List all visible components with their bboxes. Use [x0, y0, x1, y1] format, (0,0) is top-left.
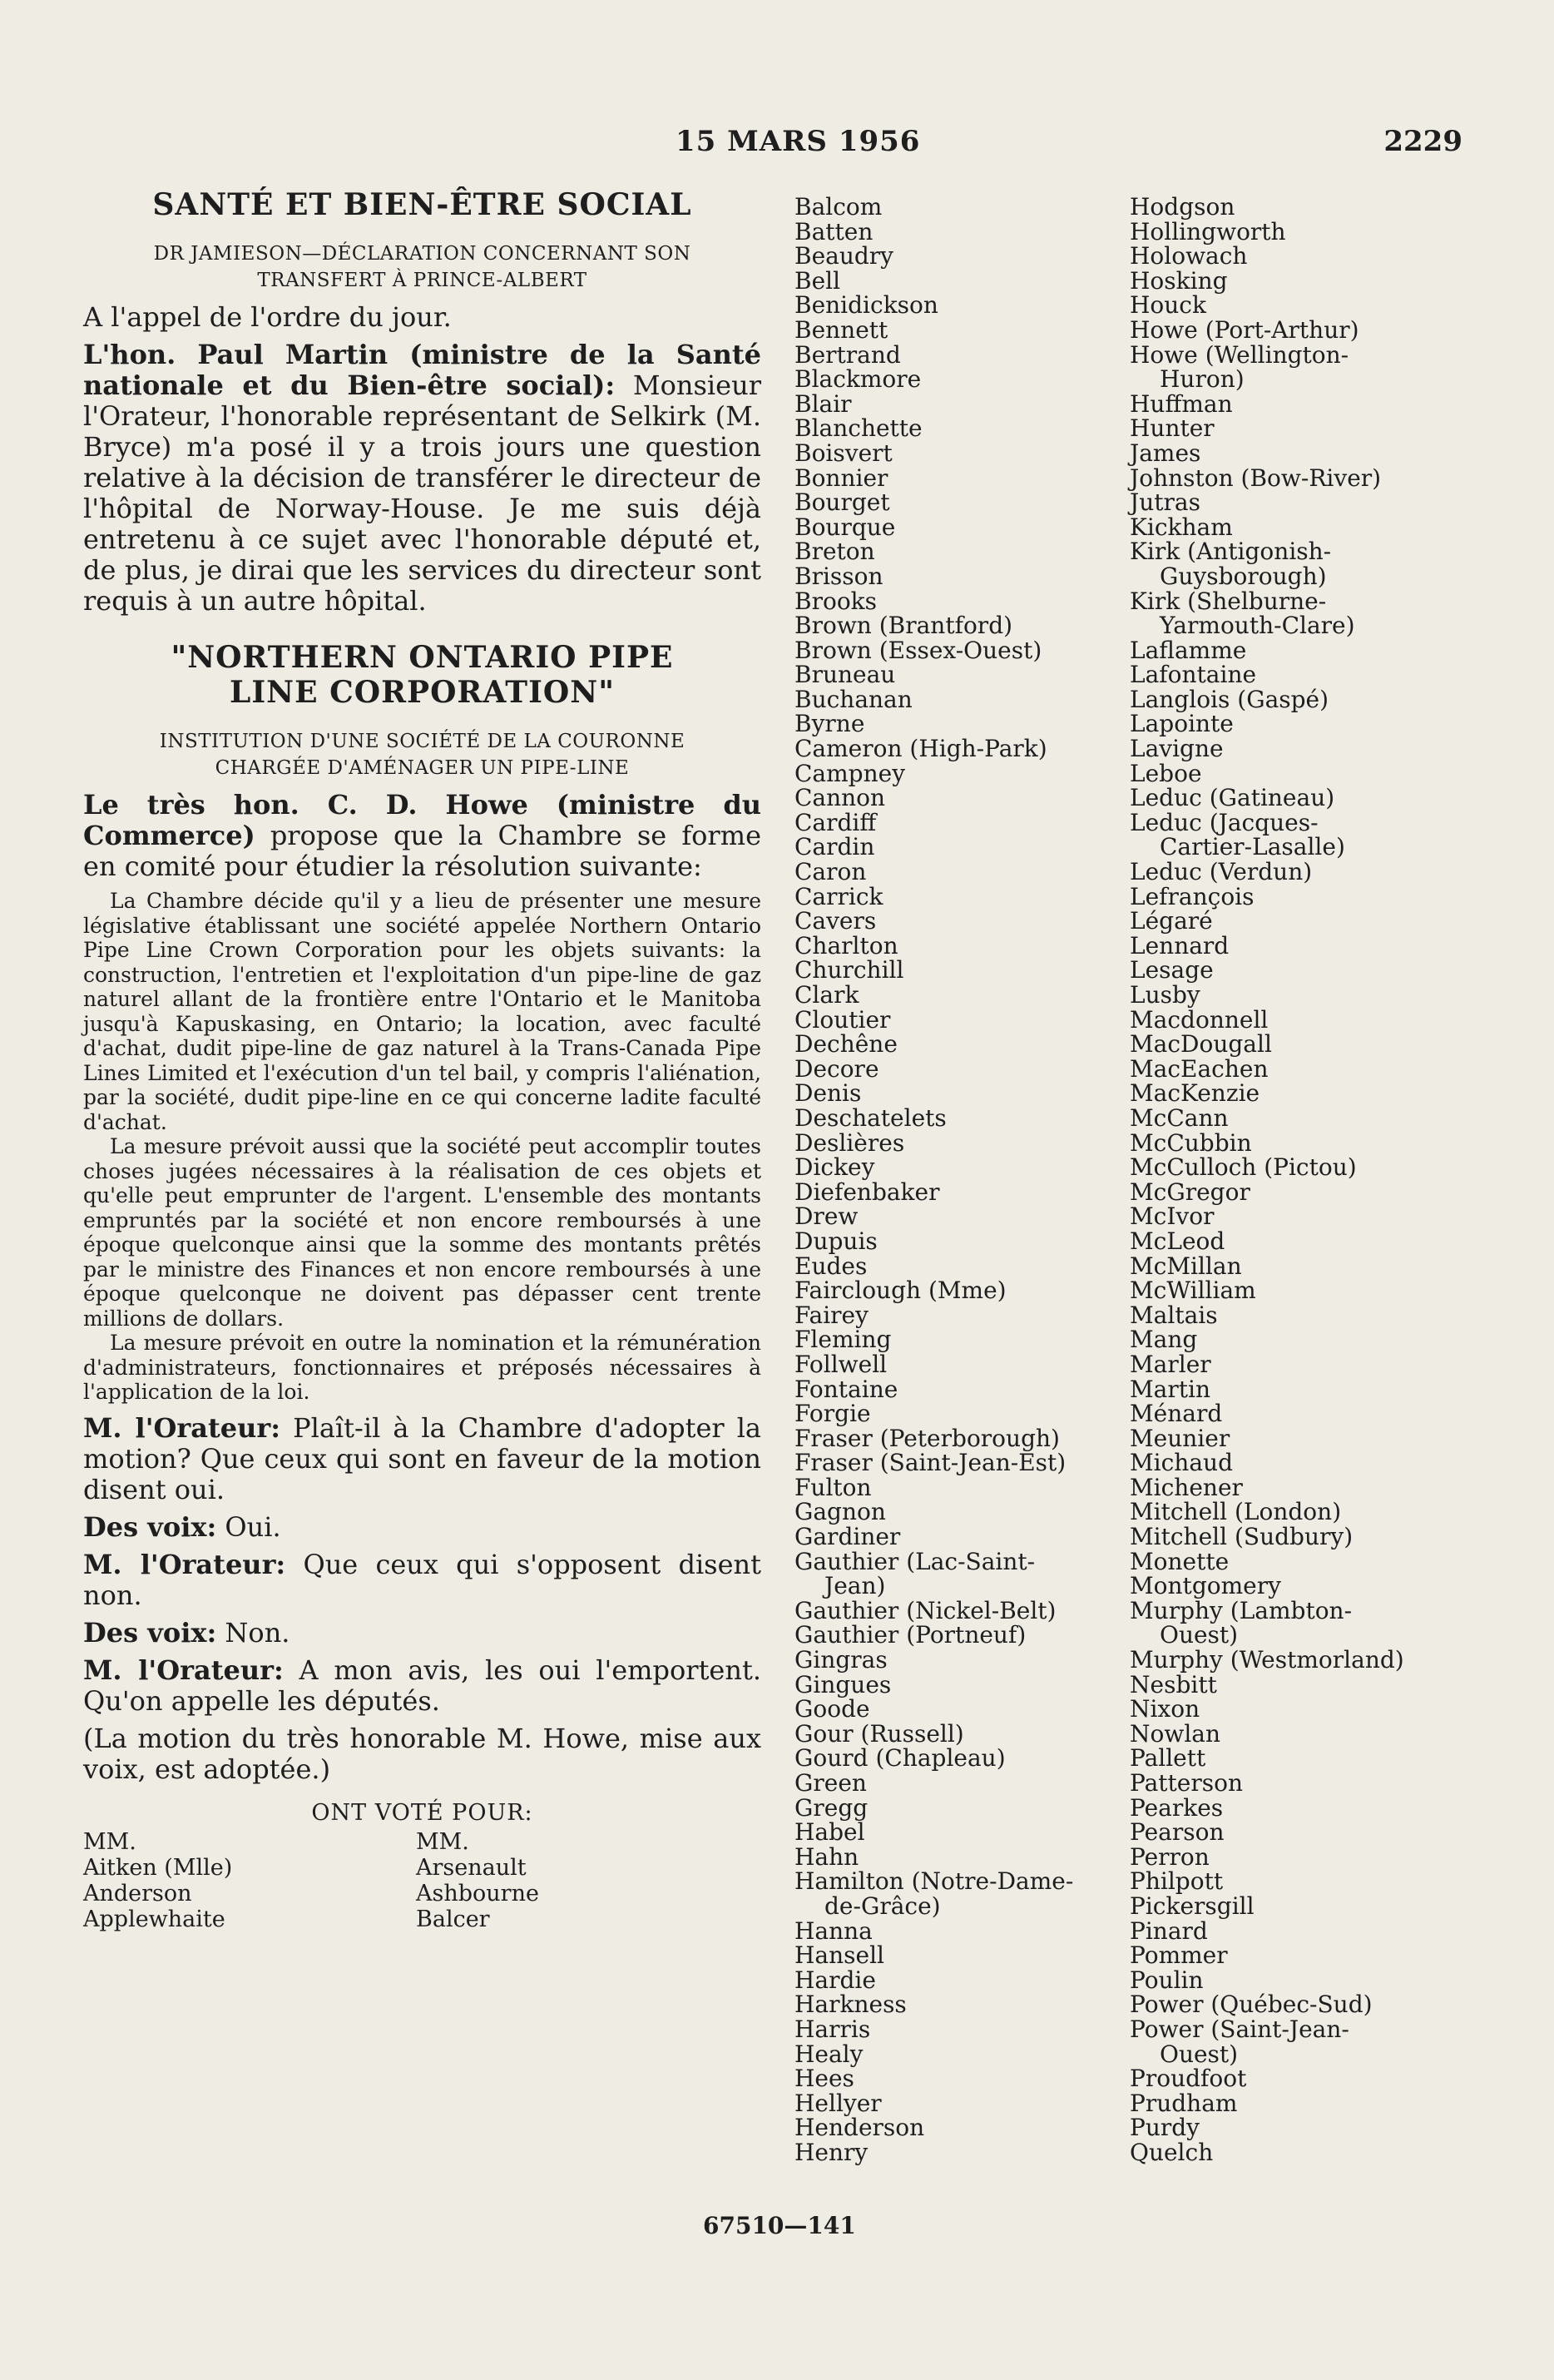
- member-name: Fulton: [794, 1473, 872, 1501]
- member-name: Bourque: [794, 513, 896, 541]
- member-name: Nixon: [1130, 1695, 1200, 1723]
- member-name: Henderson: [794, 2114, 925, 2142]
- member-name: Cardin: [794, 833, 875, 861]
- member-name: Byrne: [794, 710, 865, 738]
- member-name: Follwell: [794, 1350, 888, 1378]
- member-name: MM.: [416, 1828, 469, 1855]
- member-name: Huffman: [1130, 389, 1233, 418]
- member-name: McCubbin: [1130, 1128, 1252, 1157]
- member-name: Gingras: [794, 1646, 888, 1674]
- member-name: Cartier-Lasalle): [1160, 833, 1345, 861]
- member-name: McGregor: [1130, 1178, 1250, 1206]
- member-name: McLeod: [1130, 1227, 1225, 1255]
- member-name: Pommer: [1130, 1941, 1228, 1970]
- member-name: Martin: [1130, 1375, 1210, 1403]
- member-name: Murphy (Westmorland): [1130, 1646, 1404, 1674]
- resolution-text: La Chambre décide qu'il y a lieu de présenter une mesure législative établissant une société appelée Northern Ontario Pipe Line Crown Corporation pour les objets suivants: la construction, l'entretien et l'exploitation d'un pipe-line de gaz naturel allant de la frontière entre l'Ontario et le Manitoba jusqu'à Kapuskasing, en Ontario; la location, avec faculté d'achat, dudit pipe-line de gaz naturel à la Trans-Canada Pipe Lines Limited et l'exécution d'un tel bail, y compris l'aliénation, par la société, dudit pipe-line en ce qui concerne ladite faculté d'achat.: [83, 889, 761, 1134]
- member-name: Nesbitt: [1130, 1670, 1217, 1698]
- member-name: Hanna: [794, 1916, 873, 1945]
- member-name: Howe (Wellington-: [1130, 340, 1349, 369]
- speaker: Des voix:: [83, 1510, 217, 1543]
- member-name: Batten: [794, 217, 874, 245]
- member-name: Fairclough (Mme): [794, 1277, 1007, 1305]
- member-name: Lesage: [1130, 956, 1214, 984]
- member-name: MacEachen: [1130, 1054, 1269, 1083]
- member-name: Deschatelets: [794, 1103, 947, 1132]
- left-column: [83, 187, 761, 1932]
- member-name: Cameron (High-Park): [794, 735, 1047, 763]
- member-name: Mitchell (London): [1130, 1498, 1342, 1526]
- subtitle-line: TRANSFERT À PRINCE-ALBERT: [257, 270, 587, 291]
- member-name: Langlois (Gaspé): [1130, 685, 1329, 713]
- member-name: Murphy (Lambton-: [1130, 1596, 1353, 1624]
- member-name: Howe (Port-Arthur): [1130, 315, 1359, 344]
- member-name: Yarmouth-Clare): [1160, 612, 1355, 640]
- member-name: McIvor: [1130, 1202, 1215, 1231]
- member-name: Patterson: [1130, 1769, 1243, 1797]
- member-name: Henry: [794, 2138, 869, 2166]
- member-name: McWilliam: [1130, 1277, 1256, 1305]
- member-name: Quelch: [1130, 2138, 1214, 2166]
- paragraph: [83, 790, 761, 882]
- paragraph: [83, 1618, 761, 1649]
- member-name: Fraser (Saint-Jean-Est): [794, 1449, 1067, 1477]
- member-name: Purdy: [1130, 2114, 1200, 2142]
- member-name: Dickey: [794, 1153, 875, 1182]
- member-name: Green: [794, 1769, 867, 1797]
- member-name: Lefrançois: [1130, 882, 1255, 910]
- member-name: Applewhaite: [83, 1906, 225, 1932]
- member-name: Perron: [1130, 1842, 1210, 1871]
- member-name: Harkness: [794, 1991, 907, 2019]
- member-name: Ménard: [1130, 1400, 1223, 1428]
- member-name: Arsenault: [416, 1854, 527, 1881]
- member-name: Benidickson: [794, 291, 938, 320]
- member-name: MacDougall: [1130, 1030, 1272, 1059]
- member-name: Hellyer: [794, 2089, 882, 2117]
- member-name: Forgie: [794, 1400, 871, 1428]
- member-name: Boisvert: [794, 439, 893, 467]
- member-name: Leboe: [1130, 759, 1202, 787]
- member-name: Hardie: [794, 1966, 876, 1994]
- member-name: Deslières: [794, 1128, 905, 1157]
- member-name: Eudes: [794, 1252, 868, 1280]
- member-name: Caron: [794, 858, 867, 886]
- member-name: Mitchell (Sudbury): [1130, 1523, 1354, 1551]
- paragraph: [83, 340, 761, 617]
- speaker: L'hon. Paul Martin (ministre de la Santé nationale et du Bien-être social):: [83, 339, 761, 401]
- member-name: Bourget: [794, 488, 890, 517]
- member-name: Jean): [824, 1572, 886, 1600]
- paragraph: [83, 1549, 761, 1611]
- member-name: Gingues: [794, 1670, 892, 1698]
- member-name: Lennard: [1130, 931, 1230, 959]
- member-name: Ouest): [1160, 2040, 1239, 2068]
- member-name: Goode: [794, 1695, 870, 1723]
- member-name: Monette: [1130, 1547, 1230, 1575]
- member-name: Hollingworth: [1130, 217, 1286, 245]
- member-name: Leduc (Jacques-: [1130, 808, 1319, 836]
- member-name: Gregg: [794, 1793, 869, 1822]
- member-name: Pearkes: [1130, 1793, 1224, 1822]
- member-name: Cavers: [794, 907, 877, 935]
- member-name: Houck: [1130, 291, 1206, 320]
- member-name: Hosking: [1130, 266, 1228, 295]
- member-name: Maltais: [1130, 1301, 1218, 1329]
- member-name: Prudham: [1130, 2089, 1238, 2117]
- paragraph: A l'appel de l'ordre du jour.: [83, 301, 452, 333]
- member-name: Johnston (Bow-River): [1130, 464, 1382, 492]
- member-name: Kickham: [1130, 513, 1233, 541]
- member-name: Ashbourne: [416, 1880, 539, 1906]
- page-header: [0, 125, 1554, 166]
- vote-heading: ONT VOTÉ POUR:: [311, 1799, 533, 1826]
- member-name: Dechêne: [794, 1030, 898, 1059]
- member-name: Michener: [1130, 1473, 1243, 1501]
- member-name: Buchanan: [794, 685, 913, 713]
- member-name: Carrick: [794, 882, 883, 910]
- member-name: Lafontaine: [1130, 661, 1257, 689]
- member-name: Michaud: [1130, 1449, 1233, 1477]
- member-name: Fairey: [794, 1301, 869, 1329]
- member-name: Bonnier: [794, 464, 888, 492]
- member-name: Drew: [794, 1202, 859, 1231]
- resolution-text: La mesure prévoit en outre la nomination et la rémunération d'administrateurs, fonctionnaires et préposés nécessaires à l'application de la loi.: [83, 1331, 761, 1404]
- member-name: Pinard: [1130, 1916, 1208, 1945]
- member-name: Hees: [794, 2065, 854, 2093]
- paragraph: (La motion du très honorable M. Howe, mise aux voix, est adoptée.): [83, 1722, 761, 1785]
- speech-text: Que ceux qui s'opposent disent non.: [83, 1548, 762, 1611]
- member-name: Brown (Essex-Ouest): [794, 636, 1042, 664]
- member-name: Brooks: [794, 587, 878, 615]
- member-name: Beaudry: [794, 242, 893, 270]
- vote-names: [83, 1829, 761, 1932]
- member-name: Pallett: [1130, 1744, 1206, 1773]
- member-name: Fraser (Peterborough): [794, 1424, 1060, 1452]
- member-name: Ouest): [1160, 1621, 1239, 1649]
- member-name: Gour (Russell): [794, 1719, 964, 1748]
- member-name: Fontaine: [794, 1375, 898, 1403]
- member-name: Diefenbaker: [794, 1178, 940, 1206]
- member-name: Hamilton (Notre-Dame-: [794, 1867, 1074, 1896]
- member-name: de-Grâce): [824, 1892, 941, 1920]
- section-title-sante: SANTÉ ET BIEN-ÊTRE SOCIAL: [152, 187, 692, 222]
- member-name: Marler: [1130, 1350, 1211, 1378]
- vote-column: [83, 1829, 416, 1932]
- member-name: Philpott: [1130, 1867, 1224, 1896]
- paragraph: [83, 1512, 761, 1543]
- speech-text: A mon avis, les oui l'emportent. Qu'on appelle les députés.: [83, 1654, 762, 1717]
- member-name: Poulin: [1130, 1966, 1204, 1994]
- member-name: Charlton: [794, 931, 898, 959]
- member-name: McCulloch (Pictou): [1130, 1153, 1357, 1182]
- member-name: Breton: [794, 538, 875, 566]
- speech-text: propose que la Chambre se forme en comité pour étudier la résolution suivante:: [83, 820, 761, 882]
- subtitle-line: DR JAMIESON—DÉCLARATION CONCERNANT SON: [153, 243, 691, 265]
- title-line: LINE CORPORATION": [230, 675, 615, 710]
- member-name: Brisson: [794, 562, 883, 590]
- member-name: Gauthier (Lac-Saint-: [794, 1547, 1036, 1575]
- member-name: Aitken (Mlle): [83, 1854, 233, 1881]
- member-name: Power (Saint-Jean-: [1130, 2015, 1349, 2043]
- member-name: Harris: [794, 2015, 871, 2043]
- member-name: Kirk (Antigonish-: [1130, 538, 1332, 566]
- member-name: Légaré: [1130, 907, 1213, 935]
- member-name: Guysborough): [1160, 562, 1327, 590]
- speaker: M. l'Orateur:: [83, 1654, 284, 1686]
- member-name: Mang: [1130, 1326, 1198, 1354]
- member-name: MacKenzie: [1130, 1079, 1260, 1108]
- member-name: Cannon: [794, 784, 886, 812]
- member-name: Bell: [794, 266, 841, 295]
- title-line: "NORTHERN ONTARIO PIPE: [171, 640, 674, 675]
- paragraph: [83, 1413, 761, 1505]
- member-name: Leduc (Verdun): [1130, 858, 1313, 886]
- member-name: McCann: [1130, 1103, 1229, 1132]
- member-name: Gagnon: [794, 1498, 886, 1526]
- header-page-number: 2229: [1383, 125, 1462, 158]
- member-name: MM.: [83, 1828, 136, 1855]
- member-name: Lavigne: [1130, 735, 1224, 763]
- member-name: Gauthier (Nickel-Belt): [794, 1596, 1057, 1624]
- member-name: Power (Québec-Sud): [1130, 1991, 1373, 2019]
- member-name: Churchill: [794, 956, 904, 984]
- member-name: Cloutier: [794, 1005, 891, 1034]
- member-name: Campney: [794, 759, 906, 787]
- footer-code: 67510—141: [703, 2212, 856, 2239]
- member-name: Pearson: [1130, 1818, 1225, 1847]
- member-name: Fleming: [794, 1326, 892, 1354]
- member-name: Hunter: [1130, 414, 1215, 443]
- speech-text: Plaît-il à la Chambre d'adopter la motion? Que ceux qui sont en faveur de la motion disent oui.: [83, 1411, 762, 1505]
- member-name: Bruneau: [794, 661, 896, 689]
- member-name: Jutras: [1130, 488, 1200, 517]
- member-name: Denis: [794, 1079, 862, 1108]
- section-title-pipeline: [83, 640, 761, 710]
- member-name: Lapointe: [1130, 710, 1234, 738]
- member-name: Dupuis: [794, 1227, 878, 1255]
- member-name: Gauthier (Portneuf): [794, 1621, 1027, 1649]
- member-names-middle: [794, 195, 1111, 2165]
- member-name: Bertrand: [794, 340, 901, 369]
- member-name: Nowlan: [1130, 1719, 1221, 1748]
- header-date: 15 MARS 1956: [676, 125, 921, 158]
- member-names-right: [1130, 195, 1487, 2165]
- resolution-text: La mesure prévoit aussi que la société peut accomplir toutes choses jugées nécessaires à la réalisation de ces objets et qu'elle peut emprunter de l'argent. L'ensemble des montants empruntés par la société et non encore remboursés à une époque quelconque ainsi que la somme des montants prêtés par le ministre des Finances et non encore remboursés à une époque quelconque ne doivent pas dépasser cent trente millions de dollars.: [83, 1134, 761, 1331]
- section-subtitle: [83, 728, 761, 781]
- member-name: James: [1130, 439, 1201, 467]
- member-name: Blackmore: [794, 365, 922, 394]
- speech-text: Non.: [216, 1616, 290, 1649]
- member-name: Blair: [794, 389, 852, 418]
- member-name: Meunier: [1130, 1424, 1230, 1452]
- member-name: Macdonnell: [1130, 1005, 1269, 1034]
- member-name: Clark: [794, 981, 859, 1009]
- member-name: Kirk (Shelburne-: [1130, 587, 1327, 615]
- member-name: Hodgson: [1130, 193, 1235, 221]
- paragraph: [83, 1655, 761, 1717]
- member-name: Holowach: [1130, 242, 1248, 270]
- subtitle-line: CHARGÉE D'AMÉNAGER UN PIPE-LINE: [215, 757, 630, 779]
- member-name: Balcom: [794, 193, 883, 221]
- speech-text: Oui.: [216, 1510, 281, 1543]
- member-name: Huron): [1160, 365, 1245, 394]
- member-name: Pickersgill: [1130, 1892, 1255, 1920]
- member-name: Proudfoot: [1130, 2065, 1247, 2093]
- member-name: Brown (Brantford): [794, 612, 1013, 640]
- member-name: Gardiner: [794, 1523, 901, 1551]
- member-name: Montgomery: [1130, 1572, 1281, 1600]
- speaker: Le très hon. C. D. Howe (ministre du Commerce): [83, 789, 761, 851]
- member-name: Laflamme: [1130, 636, 1247, 664]
- member-name: Healy: [794, 2040, 864, 2068]
- member-name: Balcer: [416, 1906, 490, 1932]
- member-name: Bennett: [794, 315, 888, 344]
- member-name: Anderson: [83, 1880, 192, 1906]
- member-name: Blanchette: [794, 414, 923, 443]
- member-name: Cardiff: [794, 808, 877, 836]
- member-name: McMillan: [1130, 1252, 1242, 1280]
- member-name: Gourd (Chapleau): [794, 1744, 1006, 1773]
- member-name: Leduc (Gatineau): [1130, 784, 1335, 812]
- section-subtitle: [83, 240, 761, 294]
- speaker: Des voix:: [83, 1616, 217, 1649]
- member-name: Hansell: [794, 1941, 884, 1970]
- subtitle-line: INSTITUTION D'UNE SOCIÉTÉ DE LA COURONNE: [159, 731, 685, 752]
- speaker: M. l'Orateur:: [83, 1411, 281, 1444]
- vote-column: [416, 1829, 749, 1932]
- member-name: Lusby: [1130, 981, 1200, 1009]
- speaker: M. l'Orateur:: [83, 1548, 286, 1580]
- member-name: Habel: [794, 1818, 865, 1847]
- member-name: Hahn: [794, 1842, 859, 1871]
- member-name: Decore: [794, 1054, 879, 1083]
- speech-text: Monsieur l'Orateur, l'honorable représentant de Selkirk (M. Bryce) m'a posé il y a trois jours une question relative à la décision de transférer le directeur de l'hôpital de Norway-House. Je me suis déjà entretenu à ce sujet avec l'honorable député et, de plus, je dirai que les services du directeur sont requis à un autre hôpital.: [83, 369, 762, 617]
